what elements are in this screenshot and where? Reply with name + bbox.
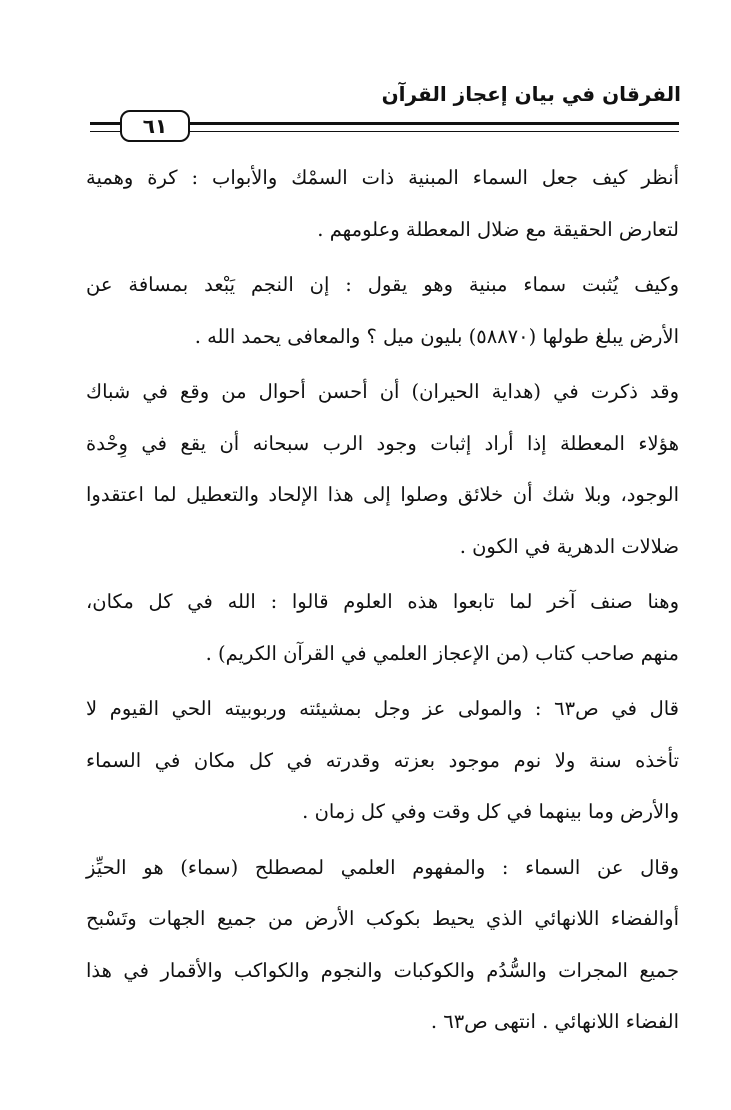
paragraph (86, 259, 679, 362)
text-line: وكيف يُثبت سماء مبنية وهو يقول : إن النجم يَبْعد بمسافة عن (86, 273, 679, 296)
text-line: جميع المجرات والسُّدُم والكوكبات والنجوم والكواكب والأقمار في هذا (86, 958, 679, 982)
paragraph (86, 152, 679, 255)
text-line: هؤلاء المعطلة إذا أراد إثبات وجود الرب سبحانه أن يقع في وِحْدة (86, 431, 679, 455)
paragraph (86, 576, 679, 679)
text-line: أوالفضاء اللانهائي الذي يحيط بكوكب الأرض من جميع الجهات وتَسْبح (86, 907, 679, 930)
paragraph (86, 366, 679, 572)
text-line: وهنا صنف آخر لما تابعوا هذه العلوم قالوا : الله في كل مكان، (86, 590, 679, 613)
text-line: وقال عن السماء : والمفهوم العلمي لمصطلح (سماء) هو الحيِّز (86, 855, 679, 879)
text-line: الأرض يبلغ طولها (٥٨٨٧٠) بليون ميل ؟ والمعافى يحمد الله . (194, 324, 679, 348)
text-line: الوجود، وبلا شك أن خلائق وصلوا إلى هذا الإلحاد والتعطيل لما اعتقدوا (86, 483, 679, 506)
text-line: والأرض وما بينهما في كل وقت وفي كل زمان . (302, 800, 679, 823)
running-header-title: الفرقان في بيان إعجاز القرآن (381, 82, 681, 106)
text-line: قال في ص٦٣ : والمولى عز وجل بمشيئته وربوبيته الحي القيوم لا (86, 697, 679, 720)
page-number: ٦١ (120, 110, 190, 142)
paragraph (86, 842, 679, 1048)
text-line: أنظر كيف جعل السماء المبنية ذات السمْك والأبواب : كرة وهمية (86, 166, 679, 189)
text-line: الفضاء اللانهائي . انتهى ص٦٣ . (430, 1010, 679, 1033)
body-text (86, 152, 679, 1048)
text-line: منهم صاحب كتاب (من الإعجاز العلمي في القرآن الكريم) . (205, 641, 679, 665)
text-line: ضلالات الدهرية في الكون . (459, 534, 679, 558)
text-line: تأخذه سنة ولا نوم موجود بعزته وقدرته في كل مكان في السماء (86, 748, 679, 772)
paragraph (86, 683, 679, 838)
text-line: لتعارض الحقيقة مع ضلال المعطلة وعلومهم . (317, 217, 679, 241)
text-line: وقد ذكرت في (هداية الحيران) أن أحسن أحوال من وقع في شباك (86, 380, 679, 403)
